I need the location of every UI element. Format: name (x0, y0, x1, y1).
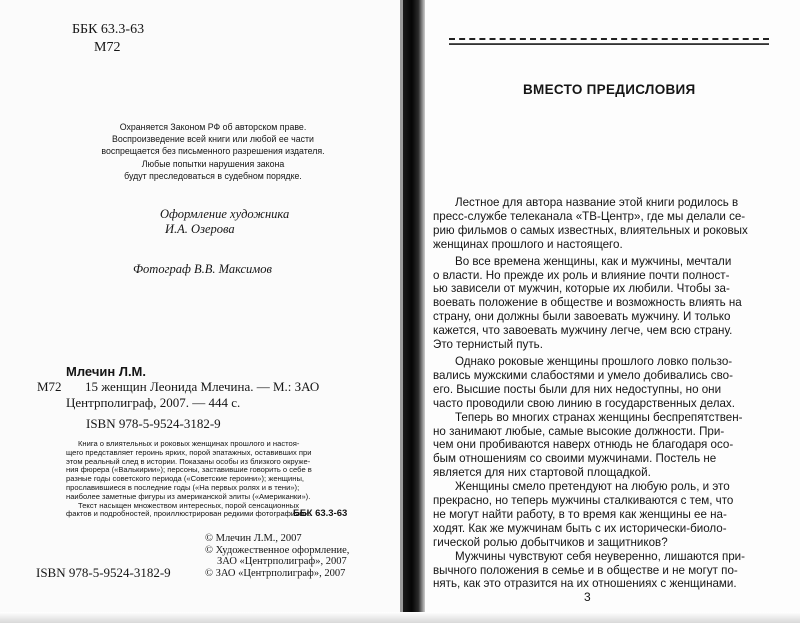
annotation-line: Книга о влиятельных и роковых женщинах прошлого и настоя- (78, 439, 300, 448)
text-line: бым отношениям со своими мужчинами. Постель не (433, 452, 717, 466)
photographer-credit: Фотограф В.В. Максимов (133, 262, 272, 276)
bibliographic-line-1: 15 женщин Леонида Млечина. — М.: ЗАО (85, 379, 320, 394)
decorative-rule-thin (449, 43, 769, 44)
catalog-code: М72 (37, 379, 62, 394)
text-line: рию фильмов о самых известных, влиятельных и роковых (433, 223, 748, 237)
bbk-code-bottom: ББК 63.3-63 (293, 508, 348, 519)
annotation-line: прославившиеся в последние годы («На первых ролях и в тени»); (66, 482, 300, 492)
annotation-line: ния фюрера («Валькирии»); персоны, заставившие говорить о себе в (66, 465, 312, 475)
text-line: прекрасно, но теперь мужчины сталкиваются с тем, что (433, 494, 734, 508)
text-line: часто проводили свою линию в государственных делах. (433, 396, 735, 410)
isbn-bottom: ISBN 978-5-9524-3182-9 (36, 565, 171, 580)
text-line: чем они пробиваются наверх отнюдь не благодаря осо- (433, 438, 734, 452)
author-mark-top: М72 (94, 40, 121, 55)
text-line: Лестное для автора название этой книги родилось в (455, 196, 739, 209)
copyright-lines (205, 533, 349, 579)
copyright-notice-line: Охраняется Законом РФ об авторском праве. (119, 122, 307, 132)
text-line: не могут найти работу, в то время как женщины ее на- (433, 507, 727, 521)
copyright-line: © Художественное оформление, (205, 544, 350, 556)
annotation-line: наиболее заметные фигуры из американской элиты («Американки»). (66, 491, 311, 501)
text-line: женщинах прошлого и настоящего. (433, 237, 623, 251)
text-line: Мужчины чувствуют себя неуверенно, лишаются при- (455, 549, 746, 563)
text-line: воевать положение в обществе и возможность влиять на (433, 296, 742, 310)
annotation-line: фактов и подробностей, проиллюстрирован редкими фотографиями. (66, 509, 311, 519)
copyright-notice-line: Любые попытки нарушения закона (141, 158, 285, 169)
copyright-notice (68, 121, 358, 182)
text-line: Теперь во многих странах женщины беспрепятствен- (455, 410, 743, 424)
text-line: ходят. Как же мужчинам быть с их исторически-биоло- (433, 521, 727, 535)
book-gutter (403, 0, 425, 623)
bbk-code-top: ББК 63.3-63 (72, 22, 145, 37)
text-line: гической ролью добытчиков и защитников? (433, 535, 668, 549)
text-line: о власти. Но прежде их роль и влияние почти полност- (433, 268, 730, 282)
text-line: вычного положения в семье и в обществе и не могут по- (433, 563, 738, 577)
copyright-line: ЗАО «Центрполиграф», 2007 (217, 556, 347, 568)
text-line: его. Высшие посты были для них недоступны, но они (433, 382, 722, 396)
text-line: Во все времена женщины, как и мужчины, мечтали (455, 254, 732, 268)
text-line: Это тернистый путь. (433, 338, 543, 352)
text-line: пресс-службе телеканала «ТВ-Центр», где мы делали се- (433, 209, 746, 223)
text-line: вались мужскими слабостями и умело добивались сво- (433, 368, 733, 382)
text-line: страну, они должны были завоевать мужчину. И только (433, 310, 731, 324)
text-line: Женщины смело претендуют на любую роль, и это (455, 480, 730, 494)
page-number: 3 (584, 590, 591, 604)
isbn-catalog: ISBN 978-5-9524-3182-9 (86, 416, 221, 431)
annotation-line: разные годы советского периода («Советские героини»); женщины, (66, 474, 305, 484)
annotation-line: щего представляет героинь ярких, порой эпатажных, оставивших при (66, 447, 312, 457)
text-line: является для них стартовой площадкой. (433, 466, 651, 480)
copyright-line: © ЗАО «Центрполиграф», 2007 (205, 567, 346, 579)
text-line: нять, как это отразится на их отношениях с женщинами. (433, 577, 737, 591)
author-name: Млечин Л.М. (66, 364, 146, 379)
text-line: ью зависели от мужчин, которые их любили. Чтобы за- (433, 282, 730, 296)
design-credit-label: Оформление художника (160, 207, 290, 221)
annotation-line: этом реальный след в истории. Показаны особы из близкого окруже- (66, 456, 311, 466)
bottom-edge-shadow (0, 612, 800, 623)
copyright-notice-line: Воспроизведение всей книги или любой ее части (112, 134, 314, 145)
text-line: но занимают любые, самые высокие должности. При- (433, 424, 725, 438)
copyright-line: © Млечин Л.М., 2007 (205, 533, 302, 544)
foreword-text (433, 196, 768, 591)
annotation-line: Текст насыщен множеством интересных, порой сенсационных (78, 500, 300, 510)
text-line: Однако роковые женщины прошлого ловко пользо- (455, 354, 733, 368)
text-line: кажется, что завоевать мужчину легче, чем всю страну. (433, 324, 733, 338)
bibliographic-line-2: Центрполиграф, 2007. — 444 с. (66, 395, 241, 410)
copyright-notice-line: воспрещается без письменного разрешения издателя. (101, 146, 325, 157)
section-title: ВМЕСТО ПРЕДИСЛОВИЯ (523, 82, 696, 97)
copyright-notice-line: будут преследоваться в судебном порядке. (124, 170, 302, 181)
design-credit-name: И.А. Озерова (165, 222, 235, 236)
